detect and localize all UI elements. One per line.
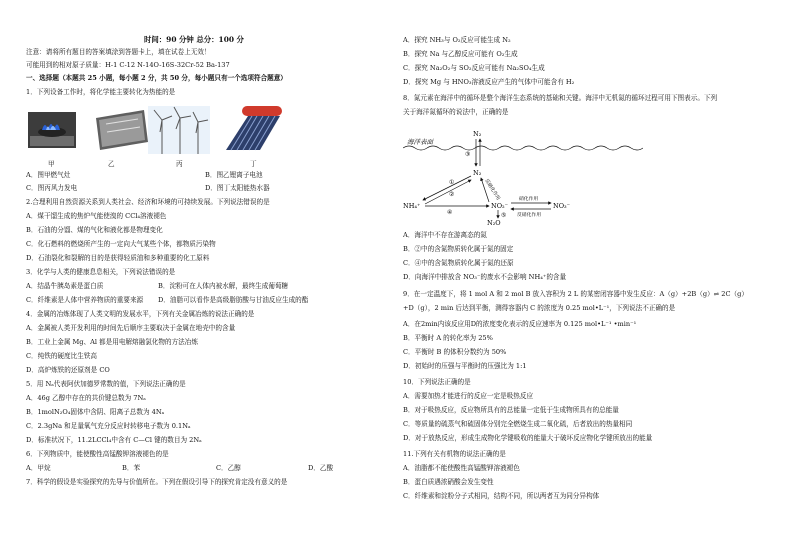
q1-stem: 1．下列设备工作时，将化学能主要转化为热能的是 bbox=[26, 88, 176, 96]
q10-option-d: D．对于放热反应，形成生成物化学键吸收的能量大于破坏反应物化学键所放出的能量 bbox=[403, 434, 653, 442]
q2-option-c: C．化石燃料的燃烧所产生的一定向大气某些个体，都物质污染物 bbox=[26, 240, 216, 248]
q2-option-a: A．煤干馏生成的焦炉气能使溴的 CCl₄溶液褪色 bbox=[26, 212, 167, 220]
lithium-battery-icon bbox=[92, 106, 150, 154]
q5-stem: 5．用 Nₐ代表阿伏加德罗常数的值，下列说法正确的是 bbox=[26, 380, 186, 388]
q10-option-c: C．等质量的硫蒸气和硫固体分别完全燃烧生成二氧化硫，后者放出的热量相同 bbox=[403, 420, 633, 428]
solar-water-heater-icon bbox=[220, 106, 284, 154]
q10-option-b: B．对于吸热反应，反应物所具有的总能量一定低于生成物所具有的总能量 bbox=[403, 406, 619, 414]
q9-option-c: C．平衡时 B 的体积分数约为 50% bbox=[403, 348, 507, 356]
q4-option-b: B．工业上金属 Mg、Al 都是用电解熔融氯化物的方法冶炼 bbox=[26, 338, 198, 346]
exam-note: 注意：请将所有题目的答案填涂到答题卡上，填在试卷上无效！ bbox=[26, 48, 211, 56]
pic-label-ding: 丁 bbox=[250, 160, 257, 168]
left-column bbox=[26, 0, 411, 550]
q3-option-c: C．纤维素是人体中营养物质的重要来源 bbox=[26, 296, 144, 304]
step5-label: ⑤ bbox=[501, 212, 507, 219]
q9-stem-line1: 9．在一定温度下，将 1 mol A 和 2 mol B 放入容积为 2 L 的某密闭容器中发生反应：A（g）+2B（g）⇌ 2C（g） bbox=[403, 290, 748, 298]
q9-stem-line2: +D（g），2 min 后达到平衡，测得容器内 C 的浓度为 0.25 mol•L⁻¹，下列说法不正确的是 bbox=[403, 304, 676, 312]
nh4-label: NH₄⁺ bbox=[403, 202, 421, 210]
q6-option-b: B．苯 bbox=[122, 464, 141, 472]
no3-label: NO₃⁻ bbox=[553, 202, 571, 210]
pic-label-bing: 丙 bbox=[176, 160, 183, 168]
q1-option-a: A．图甲燃气灶 bbox=[26, 171, 71, 179]
q6-option-a: A．甲烷 bbox=[26, 464, 51, 472]
q7-option-b: B．探究 Na 与乙醇反应可能有 O₂生成 bbox=[403, 50, 518, 58]
q9-option-b: B．平衡时 A 的转化率为 25% bbox=[403, 334, 493, 342]
q3-stem: 3．化学与人类的健康息息相关，下列说法错误的是 bbox=[26, 268, 176, 276]
denitrification-label: 反硝化作用 bbox=[483, 178, 501, 202]
q5-option-b: B．1molN₂O₄固体中含阴、阳离子总数为 4Nₐ bbox=[26, 408, 165, 416]
pic-label-yi: 乙 bbox=[108, 160, 115, 168]
q8-option-c: C．④中的含氮物质转化属于氮的还原 bbox=[403, 259, 514, 267]
q3-option-a: A．结晶牛胰岛素是蛋白质 bbox=[26, 282, 104, 290]
pic-label-jia: 甲 bbox=[48, 160, 55, 168]
q2-stem: 2.合理利用自然资源关系到人类社会、经济和环境的可持续发展。下列说法错误的是 bbox=[26, 198, 270, 206]
no2-label: NO₂⁻ bbox=[491, 202, 509, 210]
q10-stem: 10．下列说法正确的是 bbox=[403, 378, 471, 386]
q2-option-b: B．石油的分馏、煤的气化和液化都是物理变化 bbox=[26, 226, 163, 234]
wind-turbine-icon bbox=[148, 106, 210, 154]
gas-stove-icon bbox=[28, 106, 76, 154]
q4-stem: 4．金属的冶炼体现了人类文明的发展水平，下列有关金属冶炼的说法正确的是 bbox=[26, 310, 255, 318]
q9-option-d: D．初始时的压强与平衡时的压强比为 1:1 bbox=[403, 362, 527, 370]
q3-option-d: D．油脂可以看作是高级脂肪酸与甘油反应生成的酯 bbox=[158, 296, 309, 304]
q4-option-a: A．金属被人类开发利用的时间先后顺序主要取决于金属在地壳中的含量 bbox=[26, 324, 236, 332]
q9-option-a: A．在2min内该反应用D的浓度变化表示的反应速率为 0.125 mol•L⁻¹ •min⁻¹ bbox=[403, 320, 637, 328]
q3-option-b: B．淀粉可在人体内被水解，最终生成葡萄糖 bbox=[158, 282, 289, 290]
n2o-label: N₂O bbox=[487, 219, 501, 227]
nitrification-label: 硝化作用 bbox=[519, 197, 539, 202]
q1-pictures bbox=[26, 106, 326, 158]
step4-label: ④ bbox=[447, 209, 453, 216]
atomic-masses: 可能用到的相对原子质量：H-1 C-12 N-14O-16S-32Cr-52 Ba-137 bbox=[26, 61, 230, 69]
q8-option-d: D．向海洋中排放含 NO₃⁻的废水不会影响 NH₄⁺的含量 bbox=[403, 273, 567, 281]
q11-option-b: B．蛋白质遇浓硝酸会发生变性 bbox=[403, 478, 494, 486]
section1-title: 一、选择题（本题共 25 小题，每小题 2 分，共 50 分，每小题只有一个选项符合题意） bbox=[26, 74, 287, 82]
q1-option-d: D．图丁太阳能热水器 bbox=[205, 184, 270, 192]
q11-option-c: C．纤维素和淀粉分子式相同，结构不同，所以两者互为同分异构体 bbox=[403, 492, 600, 500]
q8-option-b: B．②中的含氮物质转化属于氮的固定 bbox=[403, 245, 514, 253]
q6-option-c: C．乙醇 bbox=[216, 464, 241, 472]
q5-option-a: A．46g 乙醇中存在的共价键总数为 7Nₐ bbox=[26, 394, 146, 402]
q7-option-d: D．探究 Mg 与 HNO₃溶液反应产生的气体中可能含有 H₂ bbox=[403, 78, 575, 86]
step3-label: ③ bbox=[465, 151, 471, 158]
q1-option-b: B．图乙锂离子电池 bbox=[205, 171, 263, 179]
q4-option-d: D．高炉炼铁的还原剂是 CO bbox=[26, 366, 110, 374]
denitrification-label-2: 反硝化作用 bbox=[517, 213, 541, 218]
step2-label: ② bbox=[449, 191, 455, 198]
n2-label: N₂ bbox=[473, 169, 482, 177]
q1-option-c: C．图丙风力发电 bbox=[26, 184, 78, 192]
q6-option-d: D．乙酸 bbox=[308, 464, 334, 472]
sea-surface-line bbox=[403, 146, 643, 150]
q7-option-c: C．探究 Na₂O₂与 SO₂反应可能有 Na₂SO₄生成 bbox=[403, 64, 545, 72]
q6-stem: 6．下列物质中，能使酸性高锰酸钾溶液褪色的是 bbox=[26, 450, 169, 458]
q5-option-c: C．2.3gNa 和足量氧气充分反应时转移电子数为 0.1Nₐ bbox=[26, 422, 191, 430]
sea-surface-label: 海洋表面 bbox=[407, 138, 433, 146]
q7-stem: 7．科学的假设是实验探究的先导与价值所在。下列在假设引导下的探究肯定没有意义的是 bbox=[26, 478, 288, 486]
q11-stem: 11.下列有关有机物的说法正确的是 bbox=[403, 450, 506, 458]
right-column bbox=[403, 0, 788, 550]
q4-option-c: C．纯铁的硬度比生铁高 bbox=[26, 352, 97, 360]
q5-option-d: D．标准状况下，11.2LCCl₄中含有 C—Cl 键的数目为 2Nₐ bbox=[26, 436, 202, 444]
nitrogen-cycle-diagram bbox=[403, 124, 643, 229]
q11-option-a: A．油脂都不能使酸性高锰酸钾溶液褪色 bbox=[403, 464, 520, 472]
q8-option-a: A．海洋中不存在游离态的氮 bbox=[403, 231, 487, 239]
q7-option-a: A．探究 NH₃与 O₂反应可能生成 N₂ bbox=[403, 36, 511, 44]
q2-option-d: D．石油裂化和裂解的目的是获得轻质油和多种重要的化工原料 bbox=[26, 254, 210, 262]
step1-label: ① bbox=[449, 179, 455, 186]
q8-stem-line2: 关于海洋氮循环的说法中，正确的是 bbox=[403, 108, 509, 116]
q8-stem-line1: 8．氮元素在海洋中的循环是整个海洋生态系统的基础和关键。海洋中无机氮的循环过程可用下图表示。下列 bbox=[403, 94, 718, 102]
exam-header: 时间：90 分钟 总分：100 分 bbox=[144, 35, 244, 44]
n2-top-label: N₂ bbox=[473, 130, 482, 138]
q10-option-a: A．需要加热才能进行的反应一定是吸热反应 bbox=[403, 392, 534, 400]
